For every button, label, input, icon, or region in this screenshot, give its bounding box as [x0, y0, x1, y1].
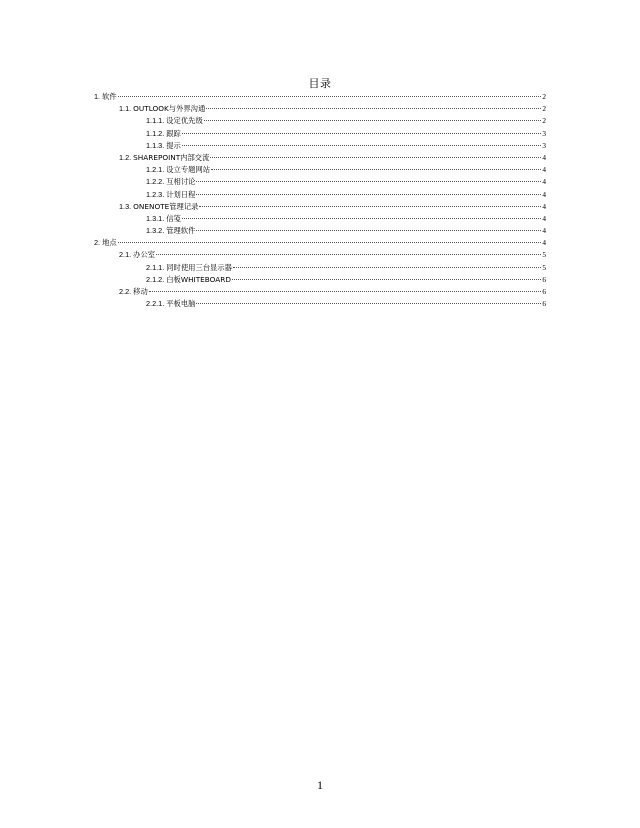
- toc-dot-leader: [196, 303, 541, 304]
- toc-entry-page: 4: [542, 201, 546, 211]
- toc-entry[interactable]: [94, 213, 546, 225]
- toc-dot-leader: [204, 120, 541, 121]
- toc-entry-page: 4: [542, 189, 546, 199]
- toc-dot-leader: [232, 279, 541, 280]
- toc-entry-title: 设定优先级: [166, 116, 203, 126]
- toc-entry[interactable]: [94, 249, 546, 261]
- toc-entry[interactable]: [94, 176, 546, 188]
- toc-entry-title: 软件: [102, 92, 117, 101]
- toc-title: 目录: [308, 77, 332, 90]
- toc-entry-number: 1.1.2.: [146, 128, 165, 138]
- toc-entry-number: 1.3.1.: [146, 213, 165, 223]
- toc-entry-page: 4: [542, 213, 546, 223]
- toc-entry-number: 1.: [94, 92, 101, 101]
- toc-entry-page: 2: [542, 92, 546, 101]
- toc-entry-page: 4: [542, 152, 546, 162]
- toc-entry[interactable]: [94, 189, 546, 201]
- toc-entry-page: 4: [542, 165, 546, 175]
- toc-entry[interactable]: [94, 262, 546, 274]
- toc-entry-title: 信笺: [166, 213, 181, 223]
- toc-entry[interactable]: [94, 225, 546, 237]
- toc-entry-number: 1.2.2.: [146, 177, 165, 187]
- toc-dot-leader: [182, 218, 541, 219]
- toc-entry[interactable]: [94, 201, 546, 213]
- toc-entry[interactable]: [94, 140, 546, 152]
- toc-entry-page: 2: [542, 116, 546, 126]
- toc-entry-number: 1.1.3.: [146, 140, 165, 150]
- toc-entry-title: SHAREPOINT内部交流: [133, 152, 210, 162]
- toc-entry-title: 地点: [102, 238, 117, 248]
- toc-entry-page: 6: [542, 299, 546, 309]
- toc-entry-page: 6: [542, 287, 546, 296]
- toc-dot-leader: [118, 242, 541, 243]
- toc-dot-leader: [196, 194, 541, 195]
- toc-entry-page: 3: [542, 128, 546, 138]
- toc-entry[interactable]: [94, 103, 546, 115]
- toc-entry-number: 2.: [94, 238, 101, 248]
- toc-entry-page: 4: [542, 226, 546, 236]
- toc-entry-number: 1.3.: [119, 201, 132, 211]
- toc-dot-leader: [156, 254, 541, 255]
- toc-entry-title: OUTLOOK与外界沟通: [133, 104, 206, 114]
- toc-entry-number: 1.2.1.: [146, 165, 165, 175]
- toc-entry[interactable]: [94, 164, 546, 176]
- toc-entry-number: 1.1.1.: [146, 116, 165, 126]
- toc-entry-number: 1.3.2.: [146, 226, 165, 236]
- toc-entry[interactable]: [94, 274, 546, 286]
- toc-entry[interactable]: [94, 298, 546, 310]
- toc-entry-page: 4: [542, 238, 546, 248]
- toc-dot-leader: [211, 169, 541, 170]
- toc-entry-title: 提示: [166, 140, 181, 150]
- toc-entry-title: 互相讨论: [166, 177, 196, 187]
- toc-dot-leader: [199, 206, 541, 207]
- toc-dot-leader: [118, 96, 541, 97]
- toc-entry-number: 1.2.3.: [146, 189, 165, 199]
- toc-entry[interactable]: [94, 286, 546, 298]
- toc-entry-page: 5: [542, 250, 546, 260]
- toc-entry[interactable]: [94, 128, 546, 140]
- toc-dot-leader: [149, 291, 541, 292]
- toc-entry-title: 白板WHITEBOARD: [166, 274, 231, 284]
- toc-entry-title: 移动: [133, 287, 148, 296]
- toc-entry-number: 2.1.: [119, 250, 132, 260]
- toc-entry-title: 跟踪: [166, 128, 181, 138]
- toc-dot-leader: [182, 145, 541, 146]
- toc-dot-leader: [196, 181, 541, 182]
- toc-entry-page: 5: [542, 262, 546, 272]
- toc-entry[interactable]: [94, 115, 546, 127]
- table-of-contents: [94, 91, 546, 310]
- toc-entry-title: 平板电脑: [166, 299, 196, 309]
- toc-entry-title: 计划日程: [166, 189, 196, 199]
- toc-entry[interactable]: [94, 91, 546, 103]
- toc-dot-leader: [210, 157, 541, 158]
- toc-entry[interactable]: [94, 152, 546, 164]
- toc-entry-page: 2: [542, 104, 546, 114]
- toc-dot-leader: [206, 108, 541, 109]
- toc-dot-leader: [233, 267, 541, 268]
- toc-dot-leader: [196, 230, 541, 231]
- page-number: 1: [317, 778, 323, 792]
- toc-entry-number: 2.2.1.: [146, 299, 165, 309]
- toc-dot-leader: [182, 133, 541, 134]
- toc-entry-page: 4: [542, 177, 546, 187]
- toc-entry[interactable]: [94, 237, 546, 249]
- toc-entry-title: 同时使用三台显示器: [166, 262, 232, 272]
- toc-entry-number: 2.2.: [119, 287, 132, 296]
- toc-entry-title: ONENOTE管理记录: [133, 201, 199, 211]
- toc-entry-number: 1.2.: [119, 152, 132, 162]
- toc-entry-number: 2.1.2.: [146, 274, 165, 284]
- toc-entry-title: 管理软件: [166, 226, 196, 236]
- toc-entry-page: 3: [542, 140, 546, 150]
- toc-entry-title: 办公室: [133, 250, 156, 260]
- toc-entry-number: 1.1.: [119, 104, 132, 114]
- toc-entry-title: 设立专题网站: [166, 165, 211, 175]
- toc-entry-page: 6: [542, 274, 546, 284]
- toc-entry-number: 2.1.1.: [146, 262, 165, 272]
